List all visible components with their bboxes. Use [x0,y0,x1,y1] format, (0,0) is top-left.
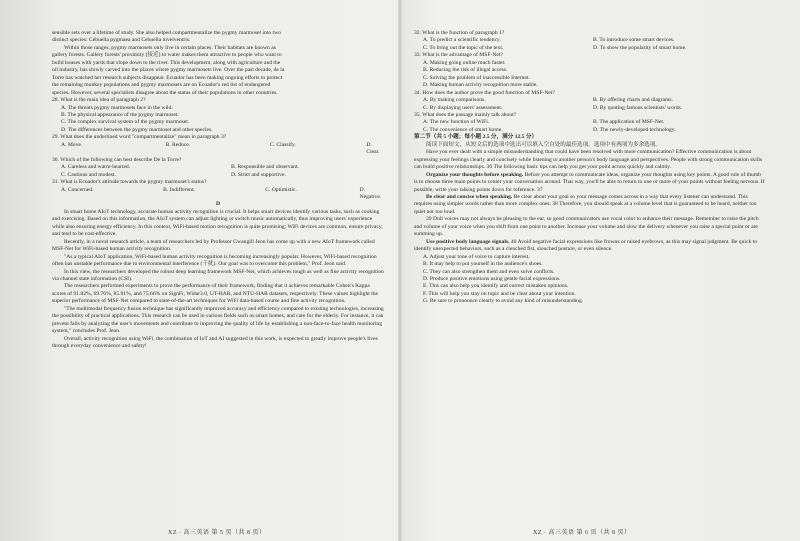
text-line: build houses with yards that slope down to the river. This development, along with agriculture and the [52,59,281,66]
paragraph [414,239,766,254]
option: D. Produce positive emotions using gentle facial expressions. [423,275,561,282]
option: D. To show the popularity of smart home. [593,44,687,51]
option: D. Strict and supportive. [231,171,286,178]
paragraph-heading: Organize your thoughts before speaking. [426,171,524,178]
option: A. Move. [61,141,83,148]
instruction: 阅读下面短文，从短文后的选项中选出可以填入空白处的最佳选项。选项中有两项为多余选项。 [426,141,661,148]
options-row [423,105,766,112]
paragraph: "As a typical AIoT application, WiFi-based human activity recognition is becoming increasingly popular. However, WiFi-based recognition often has unstable performance due to environmental interference (干扰). Our goal was to overcome this problem," Prof. Jeon said. [52,253,377,268]
options-row [61,172,384,179]
option: B. By offering charts and diagrams. [593,97,673,104]
option: C. They can also strengthen them and even solve conflicts. [423,268,555,275]
text-line: sensible sets over a lifetime of study. She also helped compartmentalize the pygmy marmoset into two [52,30,281,36]
paragraph [414,172,766,194]
option: D. Negative. [359,186,382,200]
option: A. Making going online much faster. [423,59,506,66]
paragraph: "The multimodal frequency fusion technique has significantly improved accuracy and efficiency compared to existing technologies, increasing the possibility of practical applications. This research can be used in various fields such as smart homes, and care for the elderly. For instance, it can prevent falls by analyzing the user's movements and contribute to improving the quality of life by establishing a non-face-to-face health monitoring system," concludes Prof. Jeon. [52,305,384,335]
option: A. By making comparisons. [423,97,486,104]
paragraph [414,194,766,216]
option: A. The threats pygmy marmosets face in the wild. [61,104,173,111]
option: C. Cautious and modest. [61,171,116,178]
option: C. The complex survival system of the pygmy marmoset. [61,119,190,126]
paragraph: Recently, in a novel research article, a team of researchers led by Professor Gwangill Jeon has come up with a new AIoT framework called MSF-Net for WiFi-based human activity recognition. [52,238,375,253]
option: B. The physical appearance of the pygmy marmoset. [61,111,179,118]
option: B. To introduce some smart devices. [593,37,675,44]
option: B. Reduce. [165,141,191,148]
paragraph: In this view, the researchers developed the robust deep learning framework MSF-Net, which achieves tough as well as fine activity recognition via channel state information (CSI). [52,268,384,282]
paragraph: The researchers performed experiments to prove the performance of their framework, finding that it achieves remarkable Cohen's Kappa scores of 91.82%, 69.76%, 85.91%, and 75.66% on SignFi, Widar3.0, UT-HAR, and NTU-HAR datasets, respectively. These values highlight the superior performance of MSF-Net compared to state-of-the-art techniques for WiFi data-based course and fine activity recognition. [52,283,379,305]
paragraph-heading: Be clear and concise when speaking. [426,193,513,200]
option: C. Classify. [269,141,296,148]
text-line: distinct species: Cebuella pygmaea and Cebuella niveiventris. [52,37,191,44]
option: G. Be sure to pronounce clearly to avoid any kind of misunderstanding. [423,298,584,305]
question-35: 35. What does the passage mainly talk about? [414,111,517,118]
paragraph: Have you ever dealt with a simple misunderstanding that could have been resolved with more communication? Effective communication is about expressing your feelings clearly and concisely while listening to another person's body language and perspectives. People with strong communication skills can build positive relationships. 36 The following basic tips can help you get your point across quickly and calmly. [414,149,763,171]
passage-label: D [215,201,221,208]
paragraph: Overall, activity recognition using WiFi, the combination of IoT and AI suggested in this work, is expected to greatly improve people's lives through everyday convenience and safety! [52,335,378,350]
option: A. To predict a scientific tendency. [423,37,501,44]
option: B. Reducing the risk of illegal access. [423,67,508,74]
paragraph: 39 Dull voices may not always be pleasing to the ear, so good communicators use vocal color to enhance their message. Remember to raise the pitch and volume of your voice when you shift from one point to another. Increase your volume and slow the delivery whenever you raise a special point or are summing up. [414,216,759,238]
option: A. Careless and warm-hearted. [61,164,131,171]
option: B. Responsible and observant. [231,164,299,171]
page-footer-left: XZ · 高三英语 第 5 页（共 8 页） [168,530,266,536]
options-row [423,119,766,126]
option: B. It may help to put yourself in the audience's shoes. [423,261,543,268]
options-row [423,37,766,44]
option: A. Adjust your tone of voice to capture interest. [423,253,530,260]
option: A. The new function of WiFi. [423,119,490,126]
option: C. Solving the problem of inaccessible Internet. [423,74,530,81]
option: B. The application of MSF-Net. [593,119,665,126]
page-footer-right: XZ · 高三英语 第 6 页（共 8 页） [533,530,631,536]
option: D. By quoting famous scientists' words. [593,104,683,111]
option: D. Making human activity recognition more stable. [423,82,538,89]
question-28: 28. What is the main idea of paragraph 2? [52,97,146,104]
option: F. This will help you stay on topic and be clear about your intention. [423,290,576,297]
question-33: 33. What is the advantage of MSF-Net? [414,52,503,59]
question-34: 34. How does the author prove the good function of MSF-Net? [414,89,555,96]
text-line: gallery forests. Gallery forests' proximity (接近) to water makes them attractive to people who want to [52,52,282,59]
options-row [61,142,384,157]
text-line: the remaining monkey populations and pygmy marmosets are on Ecuador's red list of endangered [52,82,271,89]
option: A. Concerned. [61,186,94,193]
right-page [400,0,800,541]
paragraph-heading: Use positive body language signals. [426,238,510,245]
options-row [423,97,766,104]
option: D. Clear. [366,141,380,156]
text-line: Torre has watched her research subjects disappear. Ecuador has been making ongoing efforts to protect [52,74,283,81]
paragraph-body: 40 Avoid negative facial expressions like frowns or raised eyebrows, as this may signal judgment. Be quick to identify unexpected behaviors, such as a clenched fist, slouched posture, or even silence. [414,238,757,253]
options-row [61,187,384,202]
option: E. This can also help you identify and correct mistaken opinions. [423,283,569,290]
paragraph-body: Be clear about your goal so your message comes across in a way that every listener can understand. This requires using simpler words rather than more complex ones. 38 Therefore, you should speak at a volume level that is guaranteed to be heard, neither too quiet nor too loud. [414,193,757,215]
question-31: 31. What is Ecuador's attitude towards the pygmy marmoset's status? [52,179,207,186]
options-row [61,164,384,171]
question-29: 29. What does the underlined word "compartmentalize" mean in paragraph 3? [52,134,227,141]
question-30: 30. Which of the following can best describe De la Torre? [52,156,182,163]
text-line: species. However, several specialists disagree about the status of their populations in other countries. [52,89,278,96]
question-32: 32. What is the function of paragraph 1? [414,30,505,36]
option: C. By displaying users' assessment. [423,104,503,111]
text-line: oil industry, has slowly carved into the places where pygmy marmosets live. Over the past decade, de la [52,67,285,74]
paragraph: In smart home AIoT technology, accurate human activity recognition is crucial. It helps smart devices identify various tasks, such as cooking and exercising. Based on this information, the AIoT system can adjust lighting or switch music automatically, thus improving users' experience while also ensuring energy efficiency. In this context, WiFi-based motion recognition is quite promising; WiFi devices are common, ensure privacy, and tend to be cost-effective. [52,208,383,238]
option: B. Indifferent. [163,186,195,193]
option: C. To bring out the topic of the text. [423,44,504,51]
option: C. Optimistic. [265,186,297,193]
option: C. The convenience of smart home. [423,126,503,133]
page-fold [398,0,402,541]
paragraph-body: Before you attempt to communicate ideas, organize your thoughts using key points. A good rule of thumb is to choose three main points to center your conversation around. That way, you'll be able to return to one or more of your points without feeling nervous. If possible, write your talking points down for reference. 37 [414,171,765,193]
section-heading: 第二节（共 5 小题；每小题 2.5 分，满分 12.5 分） [414,134,538,141]
text-line: Within those ranges, pygmy marmosets only live in certain places. Their habitats are known as [64,44,276,51]
option: D. The newly-developed technology. [593,126,676,133]
option: D. The differences between the pygmy marmoset and other species. [61,126,213,133]
